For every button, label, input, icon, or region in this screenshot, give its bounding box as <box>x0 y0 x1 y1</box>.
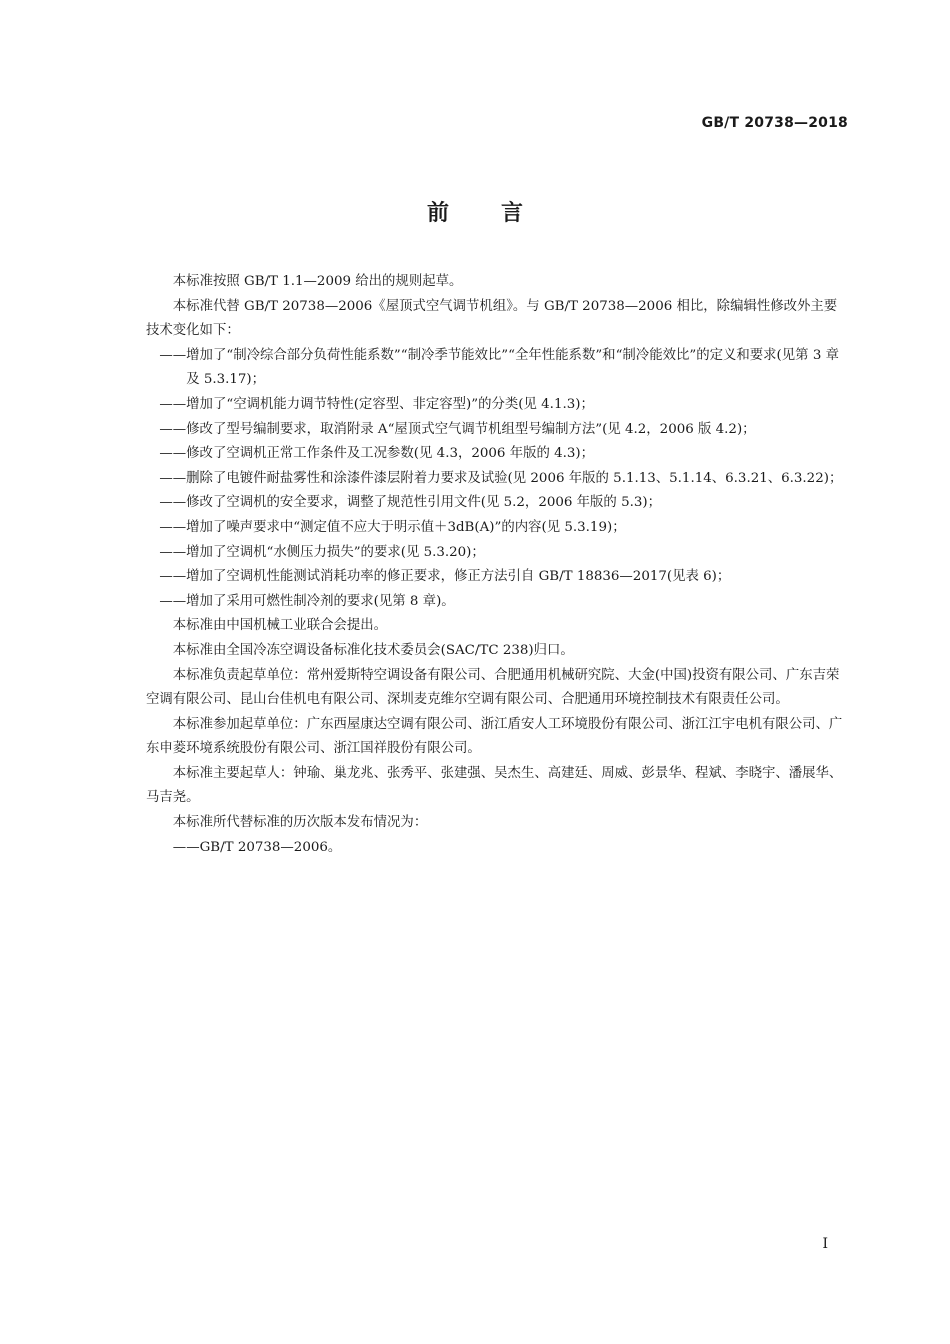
paragraph-committee: 本标准由全国冷冻空调设备标准化技术委员会(SAC/TC 238)归口。 <box>172 642 574 658</box>
paragraph-drafting-rules: 本标准按照 GB/T 1.1—2009 给出的规则起草。 <box>172 274 463 289</box>
change-item: ——增加了“制冷综合部分负荷性能系数”“制冷季节能效比”“全年性能系数”和“制冷能效比”的定义和要求(见第 3 章及 5.3.17)； <box>159 347 839 388</box>
foreword-body <box>146 270 848 860</box>
paragraph-proposer: 本标准由中国机械工业联合会提出。 <box>172 618 388 634</box>
change-item: ——修改了型号编制要求，取消附录 A“屋顶式空气调节机组型号编制方法”(见 4.2，2006 版 4.2)； <box>159 421 756 437</box>
change-item: ——增加了空调机性能测试消耗功率的修正要求，修正方法引自 GB/T 18836—2017(见表 6)； <box>159 569 731 585</box>
change-item: ——增加了空调机“水侧压力损失”的要求(见 5.3.20)； <box>159 544 485 560</box>
title-char-2: 言 <box>501 201 524 226</box>
change-item: ——修改了空调机的安全要求，调整了规范性引用文件(见 5.2，2006 年版的 5.3)； <box>159 495 661 511</box>
change-item: ——增加了噪声要求中“测定值不应大于明示值＋3dB(A)”的内容(见 5.3.19)； <box>159 519 626 535</box>
change-item: ——增加了采用可燃性制冷剂的要求(见第 8 章)。 <box>159 593 455 609</box>
paragraph-participating-drafters: 本标准参加起草单位：广东西屋康达空调有限公司、浙江盾安人工环境股份有限公司、浙江江宇电机有限公司、广东申菱环境系统股份有限公司、浙江国祥股份有限公司。 <box>146 716 843 757</box>
change-item: ——删除了电镀件耐盐雾性和涂漆件漆层附着力要求及试验(见 2006 年版的 5.1.13、5.1.14、6.3.21、6.3.22)； <box>159 470 843 486</box>
paragraph-lead-drafters: 本标准负责起草单位：常州爱斯特空调设备有限公司、合肥通用机械研究院、大金(中国)投资有限公司、广东吉荣空调有限公司、昆山台佳机电有限公司、深圳麦克维尔空调有限公司、合肥通用环境控制技术有限责任公司。 <box>146 667 840 708</box>
version-history-item: ——GB/T 20738—2006。 <box>172 839 342 855</box>
change-item: ——修改了空调机正常工作条件及工况参数(见 4.3，2006 年版的 4.3)； <box>159 446 595 462</box>
page-title <box>0 196 950 227</box>
title-char-1: 前 <box>426 201 449 226</box>
standard-code: GB/T 20738—2018 <box>701 115 848 131</box>
paragraph-main-drafters: 本标准主要起草人：钟瑜、巢龙兆、张秀平、张建强、吴杰生、高建廷、周威、彭景华、程斌、李晓宇、潘展华、马吉尧。 <box>146 765 843 806</box>
paragraph-replacement: 本标准代替 GB/T 20738—2006《屋顶式空气调节机组》。与 GB/T 20738—2006 相比，除编辑性修改外主要技术变化如下： <box>146 298 838 339</box>
page-number: I <box>822 1236 828 1252</box>
change-item: ——增加了“空调机能力调节特性(定容型、非定容型)”的分类(见 4.1.3)； <box>159 396 594 412</box>
paragraph-version-history: 本标准所代替标准的历次版本发布情况为： <box>172 815 428 831</box>
